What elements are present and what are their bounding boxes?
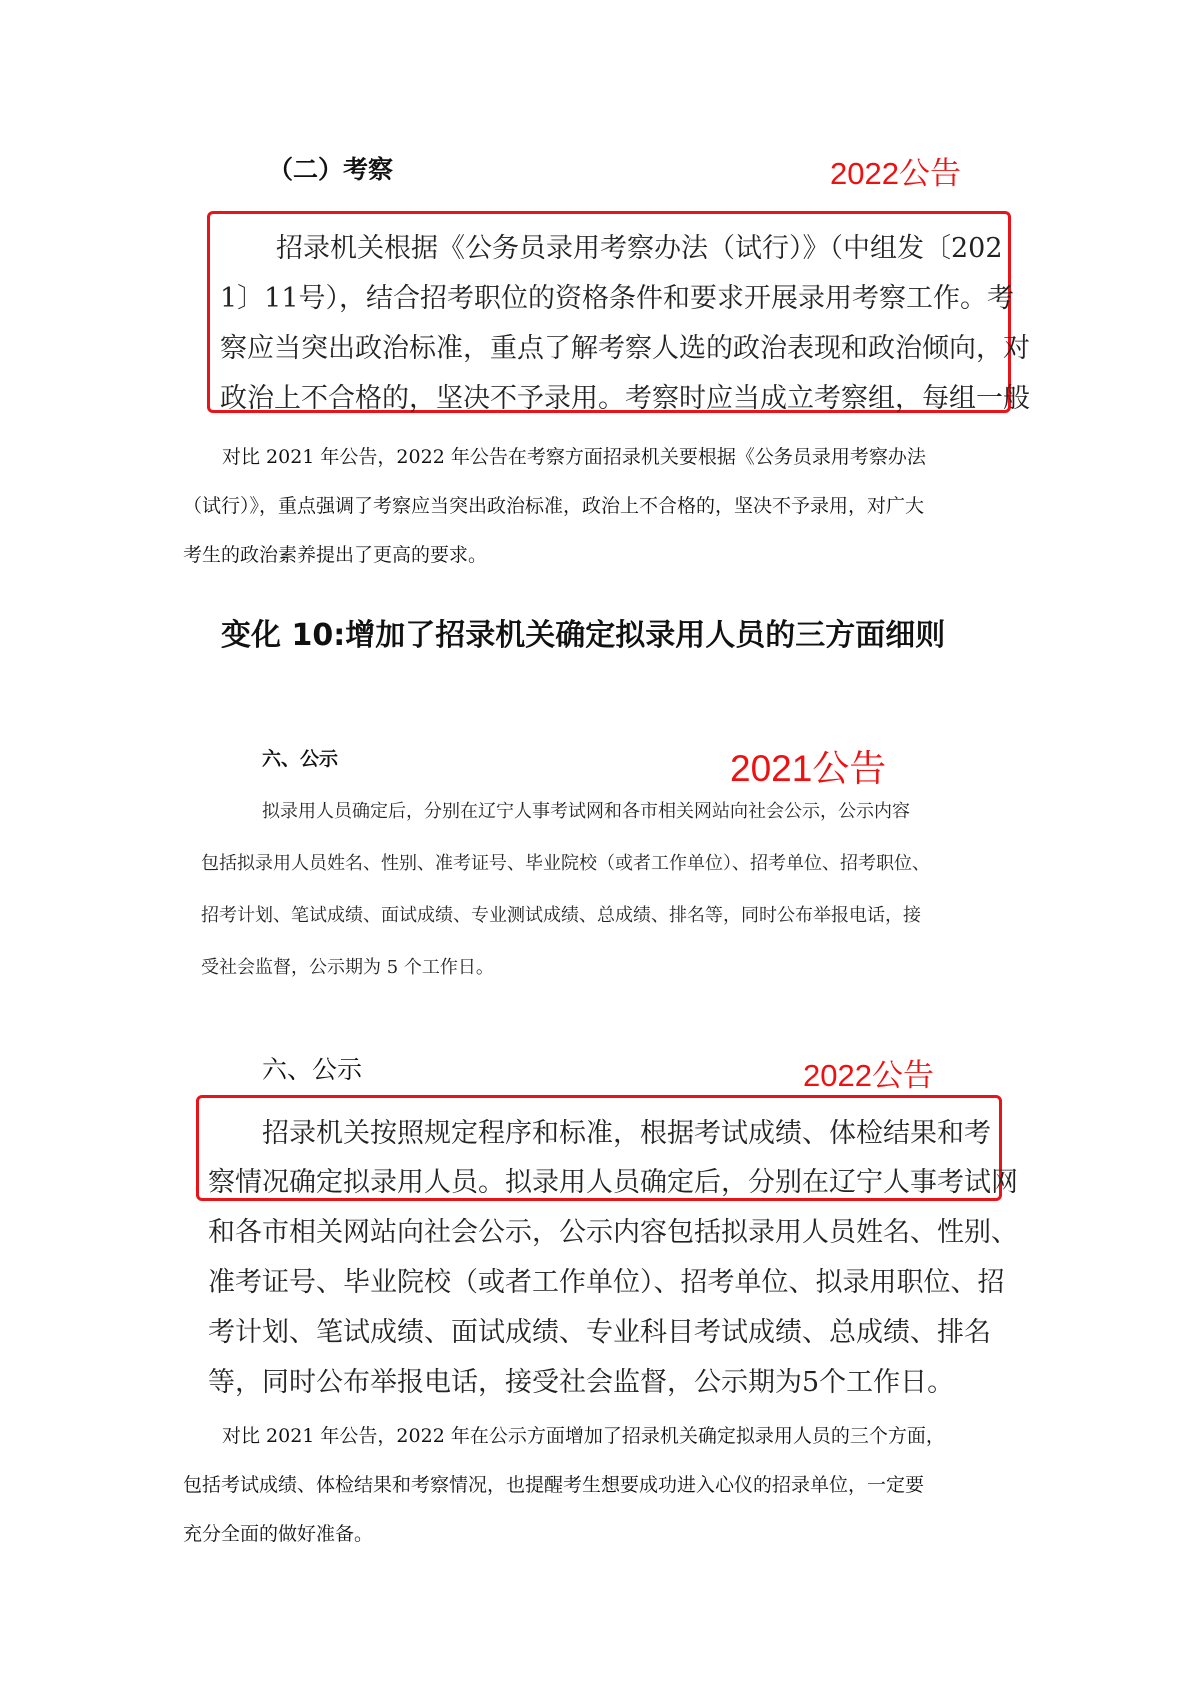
block1-year-label: 2022公告: [830, 156, 961, 191]
block3-line: 准考证号、毕业院校（或者工作单位）、招考单位、拟录用职位、招: [208, 1267, 1005, 1298]
block1-line: 政治上不合格的，坚决不予录用。考察时应当成立考察组，每组一般: [220, 383, 1030, 414]
block2-line: 包括拟录用人员姓名、性别、准考证号、毕业院校（或者工作单位）、招考单位、招考职位、: [201, 853, 930, 874]
block1-line: 招录机关根据《公务员录用考察办法（试行）》（中组发〔202: [276, 233, 1003, 264]
block3-line: 察情况确定拟录用人员。拟录用人员确定后，分别在辽宁人事考试网: [208, 1167, 1018, 1198]
comment2-line: 对比 2021 年公告，2022 年在公示方面增加了招录机关确定拟录用人员的三个方面，: [222, 1425, 945, 1447]
comment2-line: 包括考试成绩、体检结果和考察情况，也提醒考生想要成功进入心仪的招录单位，一定要: [183, 1474, 925, 1496]
block3-line: 等，同时公布举报电话，接受社会监督，公示期为5个工作日。: [208, 1367, 955, 1398]
block2-line: 招考计划、笔试成绩、面试成绩、专业测试成绩、总成绩、排名等，同时公布举报电话，接: [201, 905, 921, 926]
comment1-line: 考生的政治素养提出了更高的要求。: [183, 544, 488, 566]
block1-line: 1〕11号），结合招考职位的资格条件和要求开展录用考察工作。考: [220, 283, 1015, 314]
block3-heading: 六、公示: [262, 1055, 363, 1084]
block1-heading: （二）考察: [268, 155, 394, 184]
block3-line: 和各市相关网站向社会公示，公示内容包括拟录用人员姓名、性别、: [208, 1217, 1018, 1248]
comment1-line: 对比 2021 年公告，2022 年公告在考察方面招录机关要根据《公务员录用考察办法: [222, 446, 926, 468]
block3-line: 招录机关按照规定程序和标准，根据考试成绩、体检结果和考: [262, 1118, 991, 1149]
block3-year-label: 2022公告: [803, 1058, 934, 1093]
block2-heading: 六、公示: [262, 748, 339, 770]
comment2-line: 充分全面的做好准备。: [183, 1523, 374, 1545]
comment1-line: （试行）》，重点强调了考察应当突出政治标准，政治上不合格的，坚决不予录用，对广大: [183, 495, 925, 517]
block2-year-label: 2021公告: [730, 748, 887, 789]
section-title: 变化 10:增加了招录机关确定拟录用人员的三方面细则: [221, 618, 946, 653]
block2-line: 受社会监督，公示期为 5 个工作日。: [201, 957, 494, 978]
block1-line: 察应当突出政治标准，重点了解考察人选的政治表现和政治倾向，对: [220, 333, 1030, 364]
block2-line: 拟录用人员确定后，分别在辽宁人事考试网和各市相关网站向社会公示，公示内容: [262, 801, 910, 822]
block3-line: 考计划、笔试成绩、面试成绩、专业科目考试成绩、总成绩、排名: [208, 1317, 991, 1348]
